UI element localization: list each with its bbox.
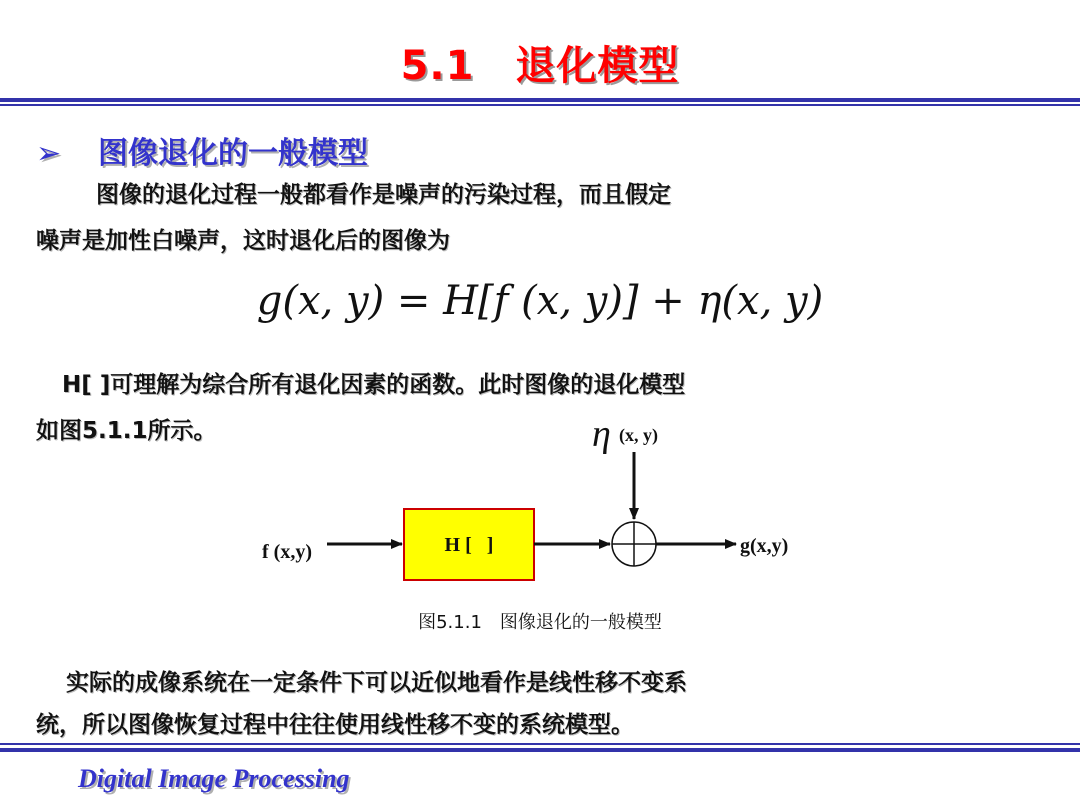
bullet-arrow-icon: ➢	[36, 136, 62, 171]
footer-course-title: Digital Image Processing	[78, 764, 350, 793]
paragraph-1-line-2: 噪声是加性白噪声，这时退化后的图像为	[36, 228, 450, 254]
footer-divider-thin	[0, 743, 1080, 745]
figure-caption: 图5.1.1 图像退化的一般模型	[418, 612, 662, 633]
paragraph-2-line-2: 如图5.1.1所示。	[36, 418, 217, 444]
degradation-function-label: H [ ]	[444, 534, 494, 556]
paragraph-2-line-1: H[ ]可理解为综合所有退化因素的函数。此时图像的退化模型	[62, 372, 686, 398]
input-label: f (x,y)	[262, 541, 312, 563]
section-heading-text: 图像退化的一般模型	[98, 136, 368, 171]
slide-title: 5.1 退化模型	[400, 43, 680, 89]
paragraph-3-line-1: 实际的成像系统在一定条件下可以近似地看作是线性移不变系	[66, 670, 687, 696]
output-label: g(x,y)	[740, 535, 789, 557]
noise-args-label: (x, y)	[619, 425, 658, 445]
degradation-equation: g(x, y) = H[f (x, y)] + η(x, y)	[256, 278, 824, 324]
footer-divider	[0, 748, 1080, 752]
noise-symbol: η	[592, 413, 611, 455]
paragraph-1-line-1: 图像的退化过程一般都看作是噪声的污染过程，而且假定	[96, 182, 671, 208]
paragraph-3-line-2: 统，所以图像恢复过程中往往使用线性移不变的系统模型。	[36, 712, 634, 738]
